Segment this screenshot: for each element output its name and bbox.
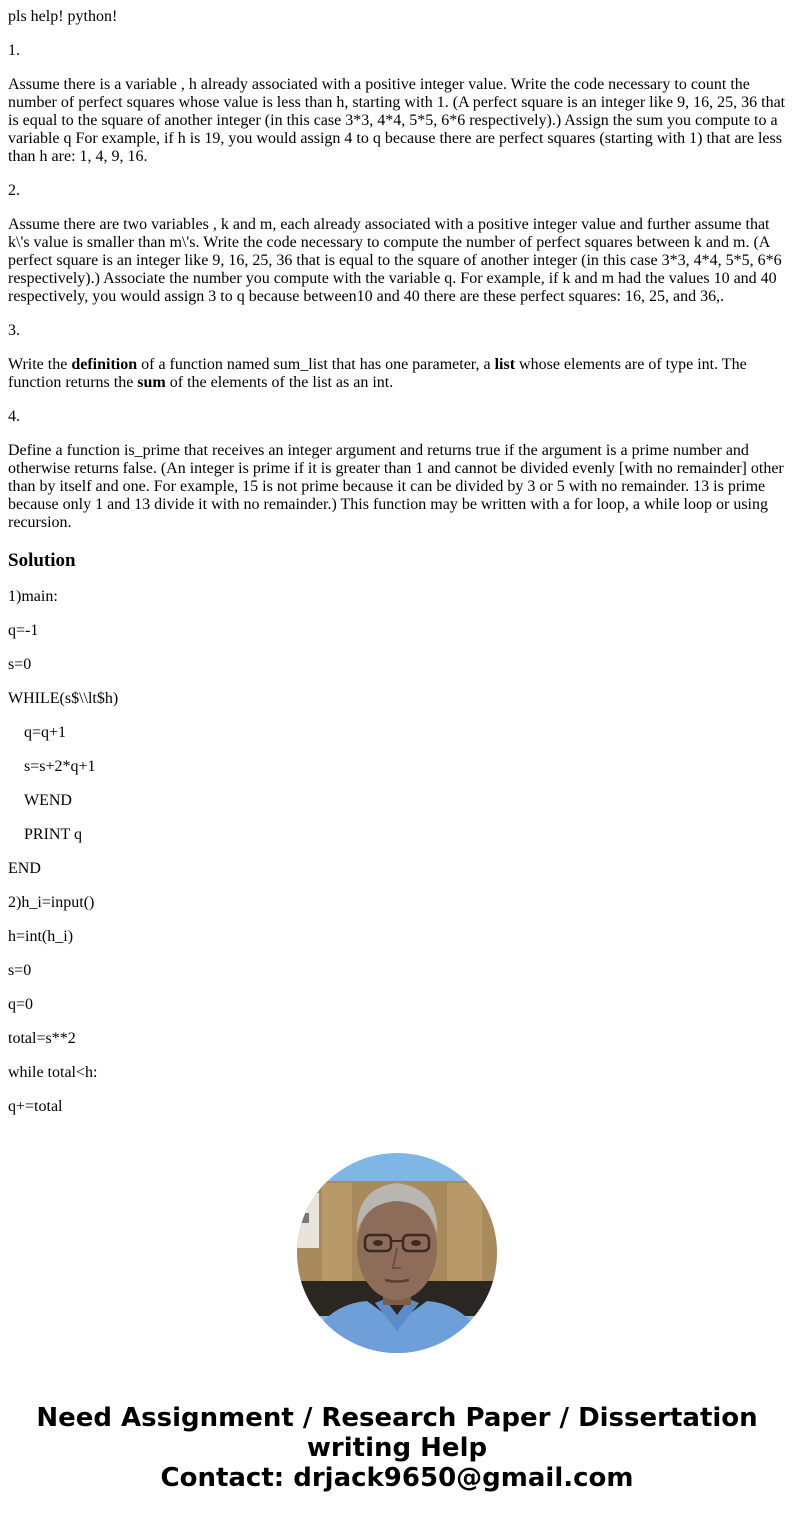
code-line: WEND: [24, 792, 72, 809]
question-number-1: 1.: [8, 42, 20, 59]
code-line: s=0: [8, 962, 32, 979]
question-text-4: Define a function is_prime that receives an integer argument and returns true if the argument is a prime number and otherwise returns false. (An integer is prime if it is greater than 1 and cannot be divided evenly [with no remainder] other than by itself and one. For example, 15 is not prime because it can be divided by 3 or 5 with no remainder. 13 is prime because only 1 and 13 divide it with no remainder.) This function may be written with a for loop, a while loop or using recursion.: [8, 442, 784, 531]
question-title: pls help! python!: [8, 8, 118, 25]
solution-heading: Solution: [8, 550, 76, 571]
bold-term-definition: definition: [71, 356, 138, 373]
contact-banner: [0, 1403, 794, 1493]
text-fragment: Write the: [8, 356, 72, 373]
document-body: [8, 0, 788, 1132]
text-fragment: of the elements of the list as an int.: [165, 374, 394, 391]
code-line: s=s+2*q+1: [24, 758, 96, 775]
code-line: 2)h_i=input(): [8, 894, 95, 911]
question-text-2: Assume there are two variables , k and m, each already associated with a positive integer value and further assume that k\'s value is smaller than m\'s. Write the code necessary to compute the number of perfect squares between k and m. (A perfect square is an integer like 9, 16, 25, 36 that is equal to the square of another integer (in this case 3*3, 4*4, 5*5, 6*6 respectively).) Associate the number you compute with the variable q. For example, if k and m had the values 10 and 40 respectively, you would assign 3 to q because between10 and 40 there are these perfect squares: 16, 25, and 36,.: [8, 216, 782, 305]
person-photo-icon: [297, 1153, 497, 1353]
code-line: s=0: [8, 656, 32, 673]
code-line: while total<h:: [8, 1064, 98, 1081]
code-line: h=int(h_i): [8, 928, 74, 945]
banner-line-2: writing Help: [306, 1433, 488, 1463]
code-line: q+=total: [8, 1098, 63, 1115]
banner-contact-email: Contact: drjack9650@gmail.com: [160, 1463, 634, 1493]
bold-term-list: list: [494, 356, 516, 373]
question-number-3: 3.: [8, 322, 20, 339]
code-line: PRINT q: [24, 826, 82, 843]
question-text-1: Assume there is a variable , h already associated with a positive integer value. Write the code necessary to count the number of perfect squares whose value is less than h, starting with 1. (A perfect square is an integer like 9, 16, 25, 36 that is equal to the square of another integer (in this case 3*3, 4*4, 5*5, 6*6 respectively).) Assign the sum you compute to a variable q For example, if h is 19, you would assign 4 to q because there are perfect squares (starting with 1) that are less than h are: 1, 4, 9, 16.: [8, 76, 786, 165]
code-line: END: [8, 860, 41, 877]
text-fragment: whose elements are of type int. The function returns the: [8, 356, 747, 391]
question-number-2: 2.: [8, 182, 20, 199]
text-fragment: of a function named sum_list that has one parameter, a: [137, 356, 495, 373]
solution-code: [8, 588, 788, 1116]
code-line: total=s**2: [8, 1030, 76, 1047]
code-line: q=q+1: [24, 724, 67, 741]
code-line: q=0: [8, 996, 34, 1013]
question-text-3: [8, 356, 788, 392]
question-number-4: 4.: [8, 408, 20, 425]
code-line: q=-1: [8, 622, 39, 639]
bold-term-sum: sum: [137, 374, 166, 391]
code-line: WHILE(s$\\lt$h): [8, 690, 119, 707]
banner-line-1: Need Assignment / Research Paper / Dissertation: [36, 1403, 758, 1433]
code-line: 1)main:: [8, 588, 58, 605]
avatar: [297, 1153, 497, 1353]
